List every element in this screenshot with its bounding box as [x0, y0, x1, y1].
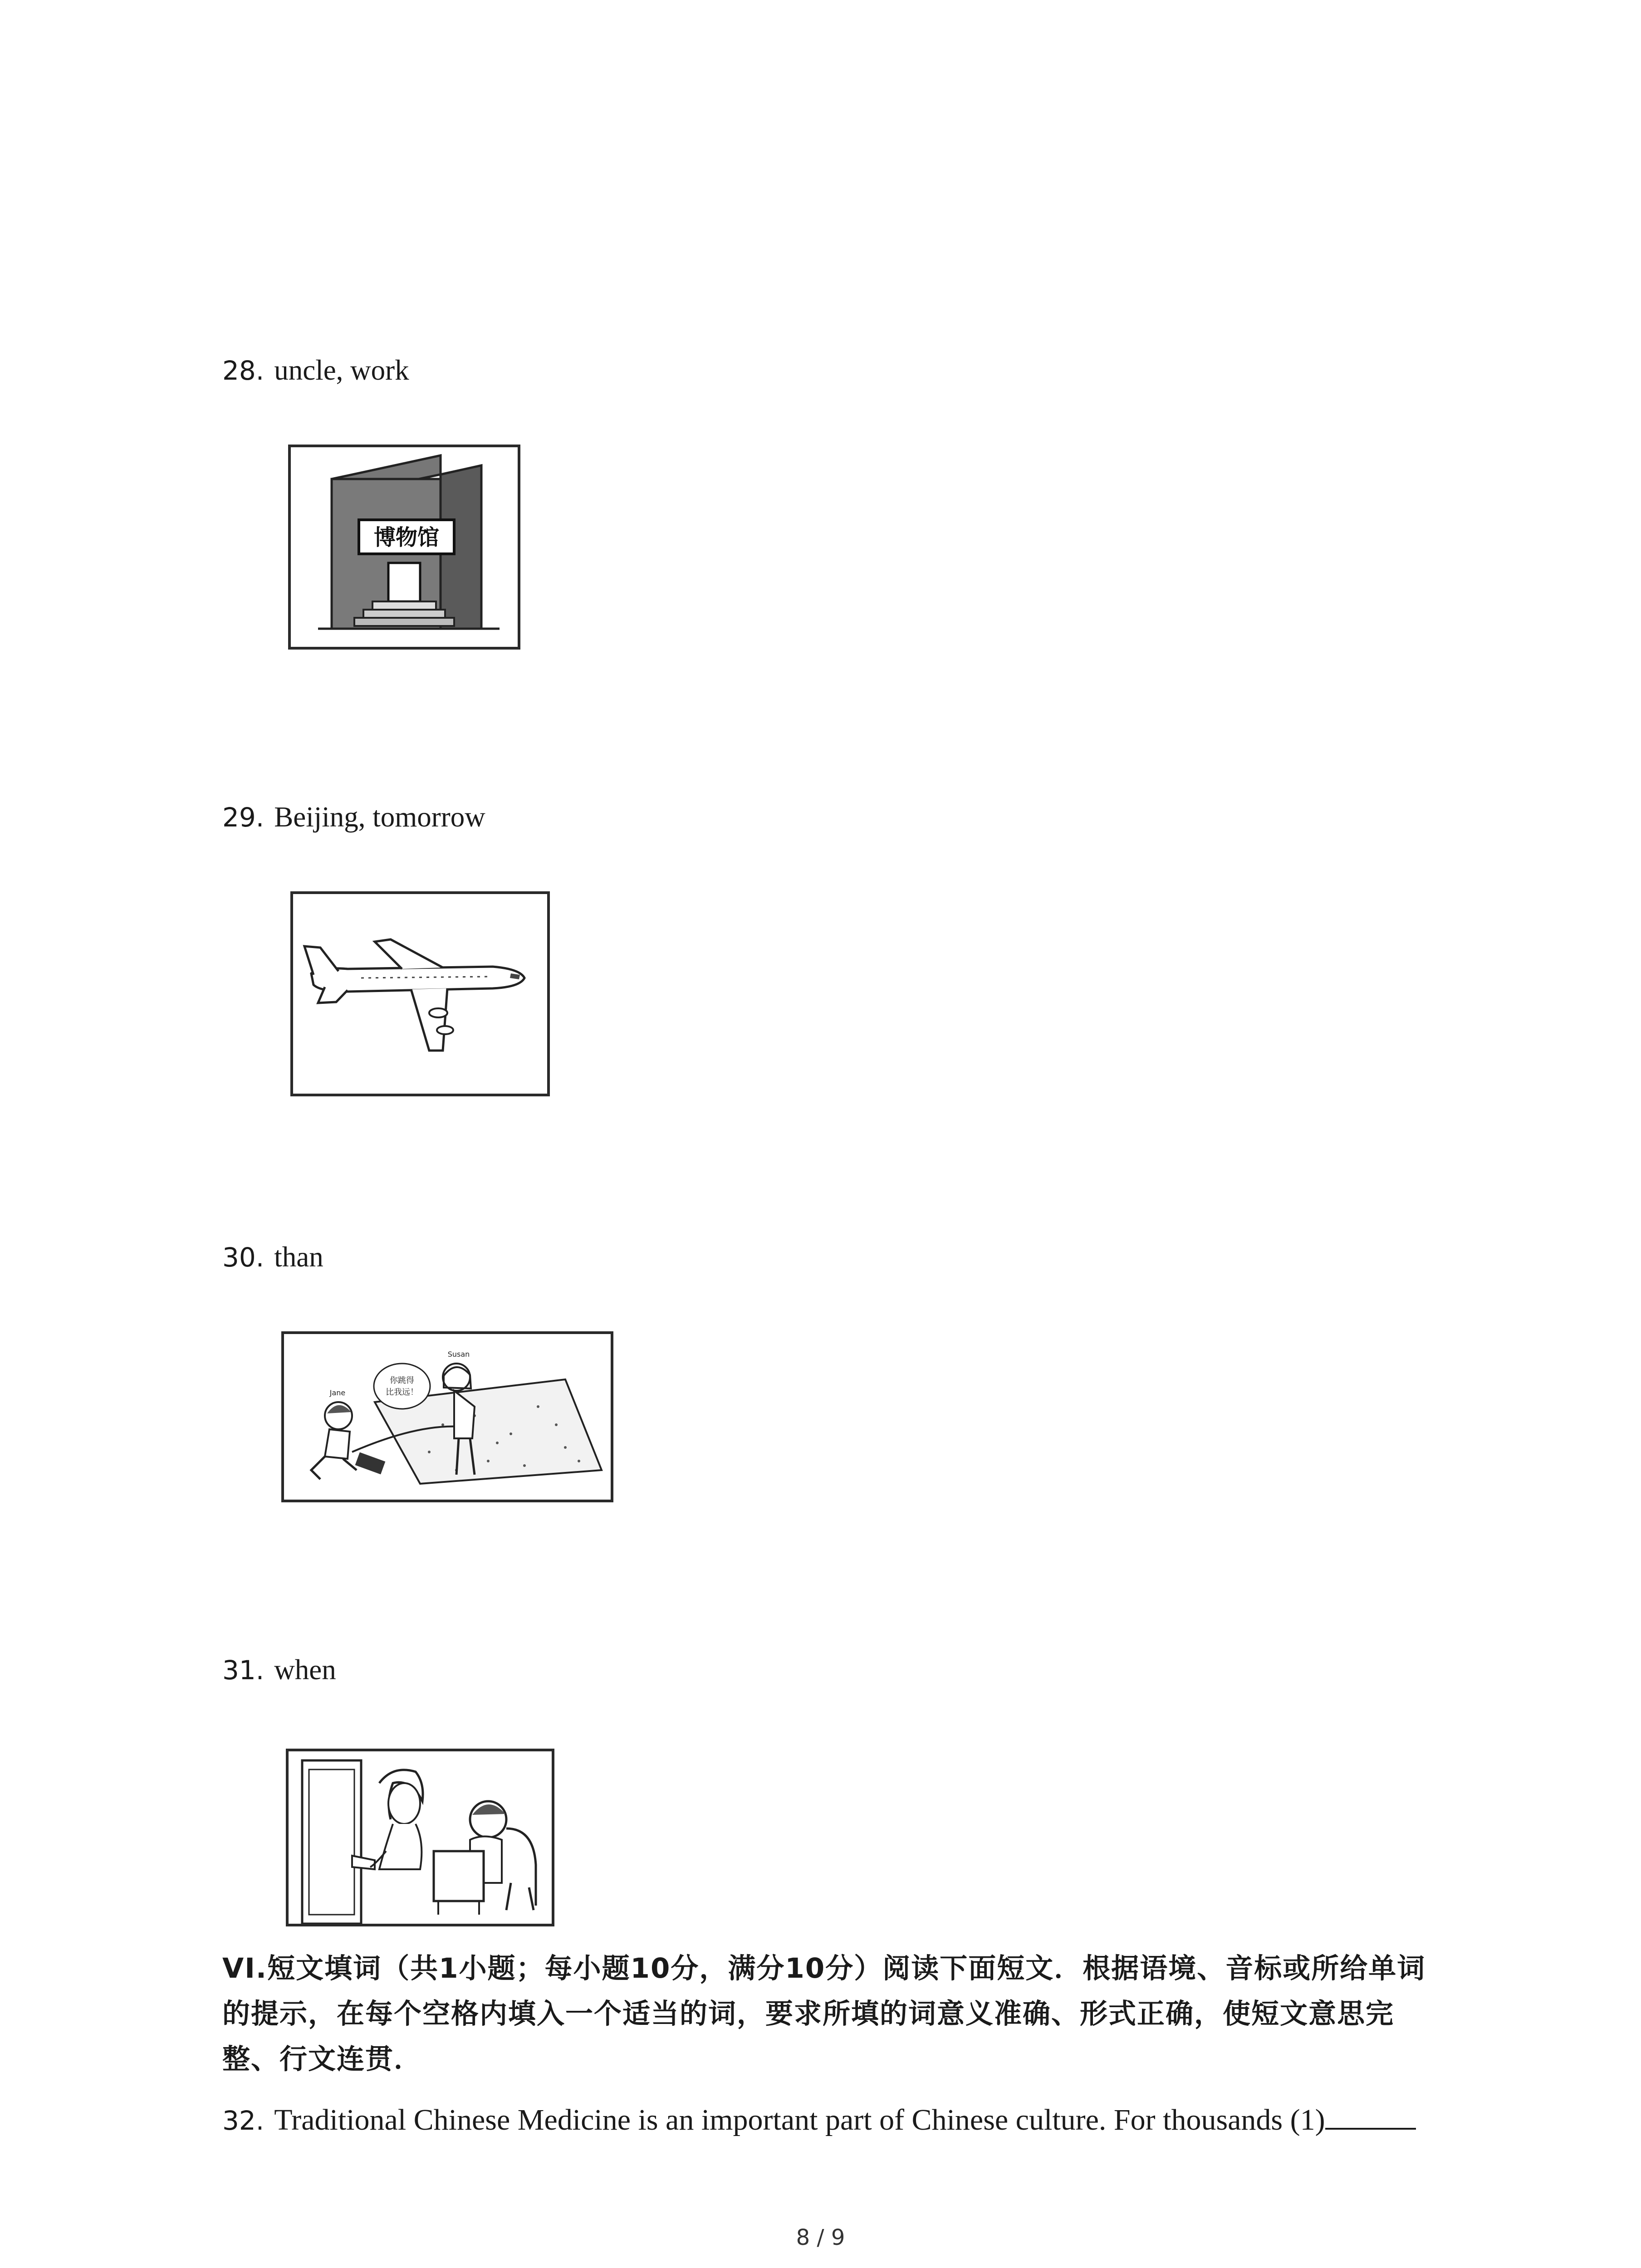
- question-prompt: than: [274, 1241, 323, 1273]
- name-label-susan: Susan: [447, 1350, 470, 1359]
- answer-blank-1[interactable]: [1325, 2102, 1416, 2130]
- question-30-label: [222, 1243, 323, 1271]
- speech-line-1: 你跳得: [390, 1376, 414, 1385]
- question-prompt: uncle, work: [274, 354, 409, 386]
- question-31-label: [222, 1656, 336, 1684]
- speech-line-2: 比我远！: [386, 1388, 418, 1397]
- question-number: 30.: [222, 1242, 265, 1273]
- page-number: 8 / 9: [796, 2225, 845, 2250]
- airplane-picture: [290, 891, 550, 1096]
- question-prompt: when: [274, 1654, 336, 1686]
- name-label-jane: Jane: [329, 1388, 346, 1397]
- museum-sign: 博物馆: [373, 525, 440, 550]
- question-prompt: Beijing, tomorrow: [274, 801, 485, 833]
- question-number: 29.: [222, 802, 265, 833]
- mother-child-picture: [286, 1749, 554, 1926]
- question-number: 32.: [222, 2105, 265, 2136]
- passage-text: Traditional Chinese Medicine is an important part of Chinese culture. For thousands (1): [274, 2103, 1325, 2136]
- mother-door-child-icon: [289, 1751, 552, 1924]
- museum-building-icon: [291, 447, 518, 647]
- long-jump-picture: [281, 1331, 613, 1502]
- question-number: 31.: [222, 1655, 265, 1686]
- question-29-label: [222, 803, 485, 831]
- long-jump-kids-icon: [284, 1334, 611, 1500]
- question-number: 28.: [222, 355, 265, 386]
- museum-picture: [288, 445, 520, 650]
- section-vi-instructions: VI.短文填词（共1小题；每小题10分，满分10分）阅读下面短文．根据语境、音标或所给单词的提示，在每个空格内填入一个适当的词，要求所填的词意义准确、形式正确，使短文意思完整、行文连贯．: [222, 1952, 1426, 2075]
- airplane-icon: [293, 894, 547, 1094]
- question-28-label: [222, 356, 409, 385]
- question-32-passage: [222, 2102, 1447, 2137]
